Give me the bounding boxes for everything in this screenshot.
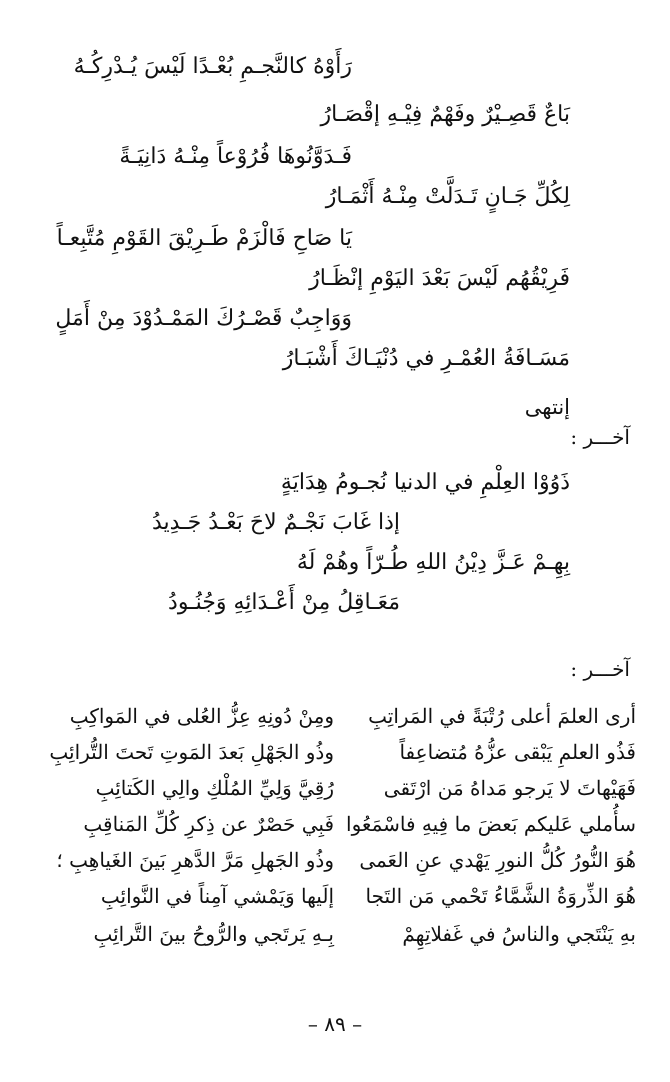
verse-line: بهِ يَنْتَجي والناسُ في غَفلاتِهِمْ <box>402 922 636 946</box>
poem-left-column <box>34 0 334 1082</box>
page-number: – ٨٩ – <box>307 1012 363 1036</box>
verse-line: وذُو الجَهْلِ بَعدَ المَوتِ تَحتَ التُّرائِبِ <box>49 740 334 764</box>
verse-line: فَـدَوَّنُوهَا فُرُوْعاً مِنْـهُ دَانِيَـةً <box>119 144 352 169</box>
verse-line: رَأَوْهُ كالنَّجـمِ بُعْـدًا لَيْسَ يُـدْرِكُـهُ <box>73 54 352 79</box>
verse-line: رُقِيَّ وَلِيِّ المُلْكِ والِي الكَتائِبِ <box>95 776 334 800</box>
verse-line: هُوَ النُّورُ كُلُّ النورِ يَهْدي عنِ العَمى <box>359 848 636 872</box>
end-label: إنتهى <box>524 395 570 419</box>
verse-line: بَاعٌ قَصِـيْرٌ وفَهْمٌ فِيْـهِ إقْصَـارُ <box>320 102 570 127</box>
verse-line: مَعَـاقِلُ مِنْ أَعْـدَائِهِ وَجُنُـودُ <box>168 590 400 615</box>
verse-line: بِـهِ يَرتَجي والرُّوحُ بينَ التَّرائِبِ <box>93 922 334 946</box>
verse-line: لِكُلِّ جَـانٍ تَـدَلَّتْ مِنْـهُ أَثْمَـارُ <box>325 184 570 209</box>
verse-line: فَرِيْقُهُم لَيْسَ بَعْدَ اليَوْمِ إنْظَـارُ <box>309 266 570 291</box>
verse-line: يَا صَاحِ فَالْزَمْ طَـرِيْقَ القَوْمِ مُتَّبِعـاً <box>56 226 352 251</box>
verse-line: ومِنْ دُونِهِ عِزُّ العُلى في المَواكِبِ <box>69 704 334 728</box>
verse-line: هُوَ الذِّروَةُ الشَّمَّاءُ تَحْمي مَن التَجا <box>365 884 636 908</box>
verse-line: ذَوُوْا العِلْمِ في الدنيا نُجـومُ هِدَايَةٍ <box>280 470 570 495</box>
section-heading: آخـــر : <box>570 425 630 449</box>
verse-line: سأُملي عَليكم بَعضَ ما فِيهِ فاسْمَعُوا <box>346 812 636 836</box>
verse-line: وذُو الجَهلِ مَرَّ الدَّهرِ بَينَ الغَياهِبِ ؛ <box>56 848 334 872</box>
verse-line: مَسَـافَةُ العُمْـرِ في دُنْيَـاكَ أَشْبَـارُ <box>282 346 570 371</box>
section-heading: آخـــر : <box>570 657 630 681</box>
verse-line: وَوَاجِبٌ قَصْـرُكَ المَمْـدُوْدَ مِنْ أَمَلٍ <box>55 306 352 331</box>
verse-line: بِهِـمْ عَـزَّ دِيْنُ اللهِ طُـرّاً وهُمْ لَهُ <box>296 550 570 575</box>
verse-line: فَبِي حَصْرٌ عن ذِكرِ كُلِّ المَناقِبِ <box>83 812 334 836</box>
verse-line: إذا غَابَ نَجْـمٌ لاحَ بَعْـدُ جَـدِيدُ <box>151 510 400 535</box>
verse-line: فَذُو العلمِ يَبْقى عزُّهُ مُتضاعِفاً <box>399 740 636 764</box>
verse-line: أرى العلمَ أعلى رُتْبَةً في المَراتِبِ <box>368 704 636 728</box>
verse-line: إلَيها وَيَمْشي آمِناً في النَّوائِبِ <box>100 884 334 908</box>
verse-line: فَهَيْهاتَ لا يَرجو مَداهُ مَن ارْتَقى <box>383 776 636 800</box>
poem-right-column <box>336 0 636 1082</box>
